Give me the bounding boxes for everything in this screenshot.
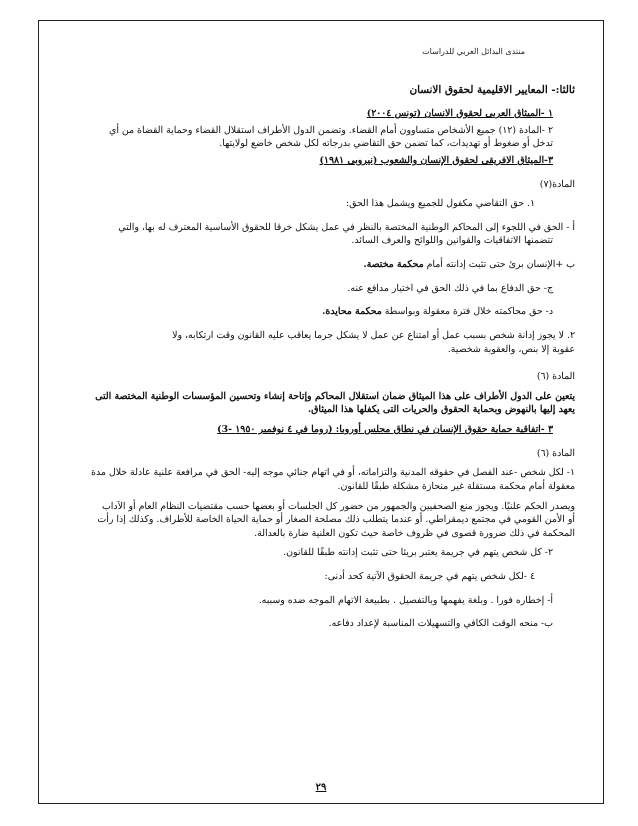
- article7-j: ج- حق الدفاع بما في ذلك الحق في اختيار مدافع عنه.: [347, 282, 553, 294]
- article7-a-line2: تتضمنها الاتفاقيات والقوانين واللوائح والعرف السائد.: [351, 235, 553, 247]
- page-content: [73, 83, 575, 631]
- article7-label: المادة(٧): [539, 178, 575, 190]
- page-header: منتدى البدائل العربي للدراسات: [422, 47, 525, 56]
- para6: ب- منحه الوقت الكافي والتسهيلات المناسبة لإعداد دفاعه.: [328, 618, 553, 630]
- article7-clause2-line1: ٢. لا يجوز إدانة شخص بسبب عمل أو امتناع عن عمل لا يشكل جرما يعاقب عليه القانون وقت ارتكابه، ولا: [172, 329, 575, 341]
- para1-line2: معقولة أمام محكمة مستقلة غير منحازة مشكلة طبقًا للقانون.: [337, 480, 575, 492]
- article7-b: [73, 258, 575, 272]
- para4: ٤ -لكل شخص يتهم في جريمة الحقوق الآتية كحد أدنى:: [324, 571, 535, 583]
- article6-bold-line1: يتعين على الدول الأطراف على هذا الميثاق ضمان استقلال المحاكم وإتاحة إنشاء وتحسين المؤسسات الوطنية المختصة التى: [95, 390, 575, 402]
- article7-a-line1: أ - الحق في اللجوء إلى المحاكم الوطنية المختصة بالنظر في عمل يشكل خرقا للحقوق الأساسية المعترف له بها، والتي: [118, 221, 575, 233]
- para2-line1: ويصدر الحكم علنيًا. ويجوز منع الصحفيين والجمهور من حضور كل الجلسات أو بعضها حسب مقتضيات النظام العام أو الآداب: [101, 500, 575, 512]
- article7-d-text: د- حق محاكمته خلال فترة معقولة وبواسطة: [381, 306, 553, 318]
- para3: ٢- كل شخص يتهم في جريمة يعتبر بريئا حتى تثبت إدانته طبقًا للقانون.: [283, 547, 553, 559]
- article7-b-text: ب +الإنسان برئ حتى تثبت إدانته أمام: [423, 259, 575, 271]
- article6-bold-line2: يعهد إليها بالنهوض وبحماية الحقوق والحريات التى يكفلها هذا الميثاق.: [307, 404, 575, 416]
- item-african-charter: ٣-الميثاق الافريقى لحقوق الإنسان والشعوب (نيروبى ١٩٨١): [319, 154, 553, 166]
- item2-line2: تدخل أو ضغوط أو تهديدات، كما تضمن حق التقاضي بدرجاته لكل شخص خاضع لولايتها.: [219, 138, 553, 150]
- article6-label-2: المادة (٦): [536, 447, 575, 459]
- page-number: ٢٩: [315, 782, 327, 793]
- para1-line1: ١- لكل شخص -عند الفصل في حقوقه المدنية والتزاماته، أو في اتهام جنائي موجه إليه- الحق في مرافعة علنية عادلة خلال مدة: [91, 467, 575, 479]
- article7-b-bold: محكمة مختصة.: [363, 259, 424, 271]
- item-european-convention: ٣ -اتفاقية حماية حقوق الإنسان في نطاق مجلس أوروبا: (روما في ٤ نوفمبر ١٩٥٠ -3): [217, 424, 553, 436]
- article7-d-bold: محكمة محايدة.: [322, 306, 382, 318]
- para5: أ- إخطاره فورا . وبلغة يفهمها وبالتفصيل . بطبيعة الاتهام الموجه ضده وسببه.: [258, 594, 553, 606]
- item2-line1: ٢ -المادة (١٢) جميع الأشخاص متساوون أمام القضاء. وتضمن الدول الأطراف استقلال القضاء وحماية القضاة من أي: [108, 124, 553, 136]
- article7-clause2-line2: عقوبة إلا بنص، والعقوبة شخصية.: [447, 343, 575, 355]
- article7-d: [73, 305, 575, 319]
- item-arab-charter: ١ -الميثاق العربى لحقوق الانسان (تونس ٢٠٠٤): [366, 108, 553, 120]
- document-page: [38, 20, 604, 804]
- article7-clause1: ١. حق التقاضي مكفول للجميع ويشمل هذا الحق:: [346, 198, 535, 210]
- article6-label: المادة (٦): [536, 371, 575, 383]
- para2-line3: المحكمة في ذلك ضرورة قصوى في ظروف خاصة حيث تكون العلنية ضارة بالعدالة.: [254, 527, 575, 539]
- para2-line2: أو الأمن القومي في مجتمع ديمقراطي. أو عندما يتطلب ذلك مصلحة الصغار أو حماية الحياة الخاصة للأطراف. وكذلك إذا رأت: [97, 514, 575, 526]
- section-title: ثالثا:- المعايير الاقليمية لحقوق الانسان: [409, 84, 575, 96]
